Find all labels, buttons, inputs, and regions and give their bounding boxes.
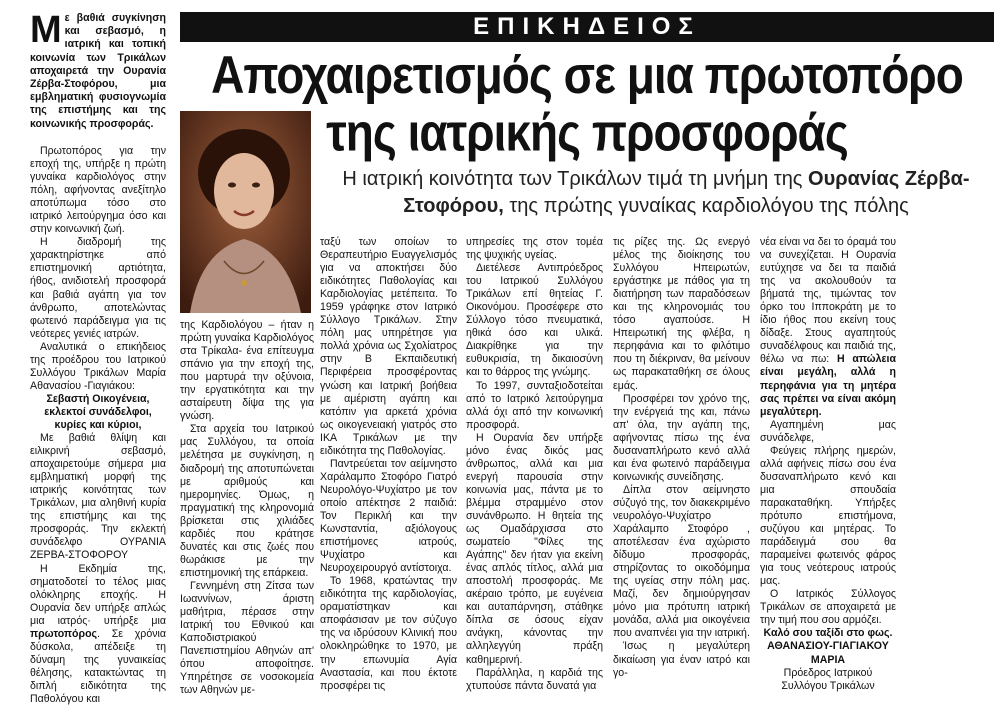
subhead-part-1: Η ιατρική κοινότητα των Τρικάλων τιμά τη μνήμη της bbox=[342, 168, 808, 190]
column-5 bbox=[613, 236, 750, 680]
col1-paragraph-2: Η διαδρομή της χαρακτηρίστηκε από επιστημονική αρτιότητα, ήθος, ανιδιοτελή προσφορά και βαθιά αγάπη για τον άνθρωπο, αποτελώντας φωτεινό παράδειγμα για τις νεότερες γενιές ιατρών. bbox=[30, 236, 166, 340]
col6-role: Πρόεδρος Ιατρικού Συλλόγου Τρικάλων bbox=[760, 667, 896, 693]
lead-paragraph bbox=[30, 12, 166, 131]
lead-text: ε βαθιά συγκίνηση και σεβασμό, η ιατρική και τοπική κοινωνία των Τρικάλων αποχαιρετά την Ουρανία Ζέρβα-Στοφόρου, μια εμβληματική φυσιογνωμία της επιστήμης και της κοινωνικής προσφοράς. bbox=[30, 12, 166, 130]
col1-greeting: Σεβαστή Οικογένεια, εκλεκτοί συνάδελφοι, κυρίες και κύριοι, bbox=[30, 393, 166, 432]
col4-paragraph-4: Η Ουρανία δεν υπήρξε μόνο ένας δικός μας άνθρωπος, αλλά και μια ενεργή παρουσία στην κοινωνία μας, πάντα με το βλέμμα στραμμένο στον συνάνθρωπο. Η θητεία της ως Ομαδάρχισσα στο σωματείο "Φίλες της Αγάπης" δεν ήταν για εκείνη ένας απλός τίτλος, αλλά μια αποστολή προσφοράς. Με ακέραιο τρόπο, με ευγένεια και αυταπάρνηση, στάθηκε δίπλα σε όσους είχαν ανάγκη, κάνοντας την αλληλεγγύη πράξη καθημερινή. bbox=[466, 432, 603, 667]
headline-line-2: της ιατρικής προσφοράς bbox=[180, 104, 994, 162]
col3-paragraph-1: ταξύ των οποίων το Θεραπευτήριο Ευαγγελισμός για να αποκτήσει δύο ειδικότητες Παθολογίας και Καρδιολογίας μετέπειτα. Το 1959 γράφηκε στον Ιατρικό Σύλλογο Τρικάλων. Στην πόλη μας υπηρέτησε για πολλά χρόνια ως Σχολίατρος στην Β Εκπαιδευτική Περιφέρεια προσφέροντας γνώση και Ιατρική βοήθεια με αμέριστη αγάπη και κατόπιν για αρκετά χρόνια ως οικογενειακή γιατρός στο ΙΚΑ Τρικάλων με την ειδικότητα της Παθολογίας. bbox=[320, 236, 457, 458]
col6-paragraph-2: Αγαπημένη μας συνάδελφε, bbox=[760, 419, 896, 445]
drop-cap: Μ bbox=[30, 13, 62, 47]
portrait-image bbox=[180, 111, 311, 313]
col6-paragraph-1 bbox=[760, 236, 896, 419]
col6-p1-bold: Η απώλεια είναι μεγάλη, αλλά η περηφάνια για τη μητέρα σας πρέπει να είναι ακόμη μεγαλύτερη. bbox=[760, 353, 896, 417]
col1-paragraph-1: Πρωτοπόρος για την εποχή της, υπήρξε η πρώτη γυναίκα καρδιολόγος στην πόλη, αφήνοντας ανεξίτηλο αποτύπωμα τόσο στο ιατρικό λειτούργημα όσο και στην κοινωνική ζωή. bbox=[30, 145, 166, 236]
col4-paragraph-1: υπηρεσίες της στον τομέα της ψυχικής υγείας. bbox=[466, 236, 603, 262]
column-4 bbox=[466, 236, 603, 693]
col4-paragraph-5: Παράλληλα, η καρδιά της χτυπούσε πάντα δυνατά για bbox=[466, 667, 603, 693]
col6-farewell: Καλό σου ταξίδι στο φως. bbox=[760, 627, 896, 640]
col5-paragraph-1: τις ρίζες της. Ως ενεργό μέλος της διοίκησης του Συλλόγου Ηπειρωτών, εργάστηκε με πάθος για τη διατήρηση των παραδόσεων και της κληρονομιάς του τόσο αγαπούσε. Η Ηπειρωτική της φλέβα, η περηφάνια και το φιλότιμο που τη διέκριναν, θα μείνουν ως παρακαταθήκη σε όλους εμάς. bbox=[613, 236, 750, 393]
col6-p1-text: νέα είναι να δει το όραμά του να συνεχίζεται. Η Ουρανία ευτύχησε να δει τα παιδιά της να ακολουθούν τα βήματά της, τιμώντας τον όρκο του Ιπποκράτη με το ίδιο ήθος που εκείνη τους δίδαξε. Στους αγαπητούς συναδέλφους και παιδιά της, θέλω να πω: bbox=[760, 236, 896, 365]
col1-p5-bold: πρωτοπόρος bbox=[30, 628, 97, 640]
column-2 bbox=[180, 319, 314, 697]
section-kicker: ΕΠΙΚΗΔΕΙΟΣ bbox=[180, 12, 994, 42]
column-6 bbox=[760, 236, 896, 693]
col1-paragraph-5 bbox=[30, 563, 166, 706]
col4-paragraph-2: Διετέλεσε Αντιπρόεδρος του Ιατρικού Συλλόγου Τρικάλων επί θητείας Γ. Οικονόμου. Προσέφερε στο Σύλλογο τόσο πνευματικά, ηθικά όσο και υλικά. Διακρίθηκε για την ευθυκρισία, τη δικαιοσύνη και το θάρρος της γνώμης. bbox=[466, 262, 603, 379]
col3-paragraph-3: Το 1968, κρατώντας την ειδικότητα της καρδιολογίας, οραματίστηκαν και αποφάσισαν με τον σύζυγο της να ιδρύσουν Κλινική που ολοκληρώθηκε το 1970, με την επωνυμία Αγία Αναστασία, και που έκτοτε προσφέρει τις bbox=[320, 575, 457, 692]
col5-paragraph-2: Προσφέρει τον χρόνο της, την ενέργειά της και, πάνω απ' όλα, την αγάπη της, αφήνοντας πίσω της ένα δυσαναπλήρωτο κενό αλλά και ένα φωτεινό παράδειγμα κοινωνικής συνείδησης. bbox=[613, 393, 750, 484]
col2-paragraph-3: Γεννημένη στη Ζίτσα των Ιωαννίνων, άριστη μαθήτρια, πέρασε στην Ιατρική του Εθνικού και Καποδιστριακού Πανεπιστημίου Αθηνών απ' όπου αποφοίτησε. Υπηρέτησε σε νοσοκομεία των Αθηνών με- bbox=[180, 580, 314, 697]
portrait-photo bbox=[180, 111, 311, 313]
subheadline bbox=[318, 166, 994, 220]
col3-paragraph-2: Παντρεύεται τον αείμνηστο Χαράλαμπο Στοφόρο Γιατρό Νευρολόγο-Ψυχίατρο με τον οποίο απέκτησε 2 παιδιά: Τον Περικλή και την Κωνσταντία, αξιόλογους επιστήμονες ιατρούς, Ψυχίατρο και Νευροχειρουργό αντίστοιχα. bbox=[320, 458, 457, 575]
col5-paragraph-3: Δίπλα στον αείμνηστο σύζυγό της, τον διακεκριμένο νευρολόγο-Ψυχίατρο Χαράλαμπο Στοφόρο , αποτέλεσαν ένα αχώριστο δίδυμο προσφοράς, στηρίζοντας το οικοδόμημα της υγείας στην πόλη μας. Μαζί, δεν δημιούργησαν μόνο μια πρότυπη ιατρική μονάδα, αλλά μια οικογένεια που αναπνέει για την ιατρική. bbox=[613, 484, 750, 641]
col6-signer: ΑΘΑΝΑΣΙΟΥ-ΓΙΑΓΙΑΚΟΥ ΜΑΡΙΑ bbox=[760, 640, 896, 666]
column-1 bbox=[30, 145, 166, 706]
col1-paragraph-3: Αναλυτικά ο επικήδειος της προέδρου του Ιατρικού Συλλόγου Τρικάλων Μαρία Αθανασίου -Γιαγιάκου: bbox=[30, 341, 166, 393]
col4-paragraph-3: Το 1997, συνταξιοδοτείται από το Ιατρικό λειτούργημα αλλά όχι από την κοινωνική προσφορά. bbox=[466, 380, 603, 432]
col6-paragraph-3: Φεύγεις πλήρης ημερών, αλλά αφήνεις πίσω σου ένα δυσαναπλήρωτο κενό και μια σπουδαία παρακαταθήκη. Υπήρξες πρότυπο επιστήμονα, συζύγου και μητέρας. Το παράδειγμά σου θα παραμείνει φωτεινός φάρος για τους νεότερους ιατρούς μας. bbox=[760, 445, 896, 589]
headline-line-1: Αποχαιρετισμός σε μια πρωτοπόρο bbox=[180, 46, 994, 104]
col1-p5-text-c: . Σε χρόνια δύσκολα, απέδειξε τη δύναμη της γυναικείας θέλησης, κατακτώντας τη διπλή ειδικότητα της Παθολόγου και bbox=[30, 628, 166, 705]
subhead-name: Ουρανίας Ζέρβα-Στοφόρου, bbox=[403, 168, 969, 217]
col2-paragraph-1: της Καρδιολόγου – ήταν η πρώτη γυναίκα Καρδιολόγος στα Τρίκαλα- ένα επίτευγμα σπάνιο για την εποχή της, που μαρτυρά την οξύνοια, την εργατικότητα και την ασταίρευτη δίψα της για γνώση. bbox=[180, 319, 314, 423]
col6-paragraph-4: Ο Ιατρικός Σύλλογος Τρικάλων σε αποχαιρετά με την τιμή που σου αρμόζει. bbox=[760, 588, 896, 627]
col1-p5-text-a: Η Εκδημία της, σηματοδοτεί το τέλος μιας ολόκληρης εποχής. Η Ουρανία δεν υπήρξε απλώς μια ιατρός· υπήρξε μια bbox=[30, 563, 166, 627]
column-3 bbox=[320, 236, 457, 693]
subhead-part-2: της πρώτης γυναίκας καρδιολόγου της πόλης bbox=[504, 195, 909, 217]
col2-paragraph-2: Στα αρχεία του Ιατρικού μας Συλλόγου, τα οποία μελέτησα με συγκίνηση, η διαδρομή της αποτυπώνεται με αριθμούς και ημερομηνίες. Όμως, η πραγματική της κληρονομιά βρίσκεται στις χιλιάδες καρδιές που κράτησε δυνατές και στις ζωές που θωράκισε με την επιστημονική της επάρκεια. bbox=[180, 423, 314, 580]
col5-paragraph-4: Ίσως η μεγαλύτερη δικαίωση για έναν ιατρό και γο- bbox=[613, 640, 750, 679]
col1-paragraph-4: Με βαθιά θλίψη και ειλικρινή σεβασμό, αποχαιρετούμε σήμερα μια εμβληματική μορφή της ιατρικής κοινότητας των Τρικάλων, μια αληθινή κυρία της επιστήμης και της προσφοράς. Την εκλεκτή συνάδελφο ΟΥΡΑΝΙΑ ΖΕΡΒΑ-ΣΤΟΦΟΡΟΥ bbox=[30, 432, 166, 562]
